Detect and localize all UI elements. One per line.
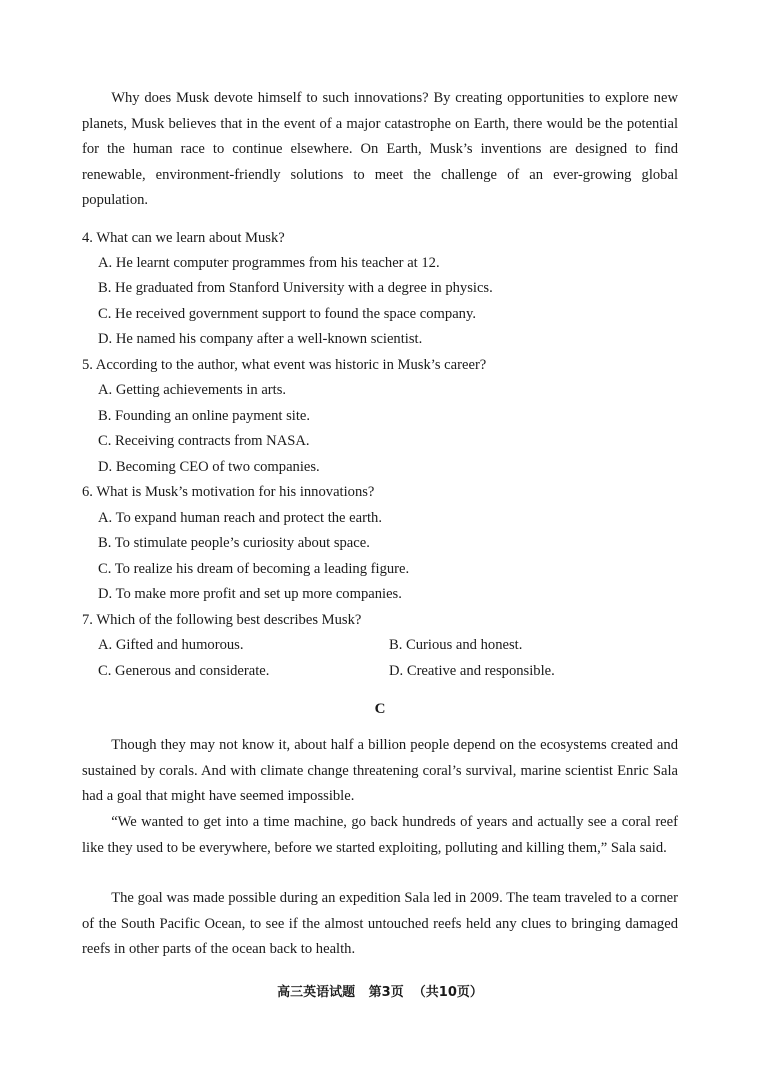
question-6-option-a: A. To expand human reach and protect the earth. [98, 510, 382, 526]
question-7-stem: 7. Which of the following best describes Musk? [82, 612, 362, 628]
question-7-option-d: D. Creative and responsible. [389, 663, 555, 679]
passage-b-paragraph: Why does Musk devote himself to such innovations? By creating opportunities to explore new planets, Musk believes that in the event of a major catastrophe on Earth, there would be the potential for the human race to continue elsewhere. On Earth, Musk’s inventions are designed to find renewable, environment-friendly solutions to meet the challenge of an ever-growing global population. [82, 90, 678, 208]
question-5-option-d: D. Becoming CEO of two companies. [98, 459, 320, 475]
page-footer: 高三英语试题 第3页 （共10页） [277, 985, 483, 1000]
question-5-option-c: C. Receiving contracts from NASA. [98, 433, 310, 449]
question-5-option-b: B. Founding an online payment site. [98, 408, 310, 424]
question-4-stem: 4. What can we learn about Musk? [82, 230, 285, 246]
question-7-option-b: B. Curious and honest. [389, 637, 523, 653]
question-5-option-a: A. Getting achievements in arts. [98, 382, 287, 398]
question-6-option-b: B. To stimulate people’s curiosity about space. [98, 535, 370, 551]
question-4-option-d: D. He named his company after a well-known scientist. [98, 331, 423, 347]
question-7-option-a: A. Gifted and humorous. [98, 637, 244, 653]
passage-c-paragraph-1: Though they may not know it, about half a billion people depend on the ecosystems created and sustained by corals. And with climate change threatening coral’s survival, marine scientist Enric Sala had a goal that might have seemed impossible. [82, 737, 678, 804]
question-4-option-b: B. He graduated from Stanford University with a degree in physics. [98, 280, 493, 296]
question-6-option-c: C. To realize his dream of becoming a leading figure. [98, 561, 410, 577]
question-6-option-d: D. To make more profit and set up more companies. [98, 586, 402, 602]
question-6-stem: 6. What is Musk’s motivation for his innovations? [82, 484, 375, 500]
passage-c-paragraph-2: “We wanted to get into a time machine, go back hundreds of years and actually see a coral reef like they used to be everywhere, before we started exploiting, polluting and killing them,” Sala said. [82, 814, 678, 856]
question-5-stem: 5. According to the author, what event was historic in Musk’s career? [82, 357, 487, 373]
question-4-option-a: A. He learnt computer programmes from his teacher at 12. [98, 255, 440, 271]
question-7-option-c: C. Generous and considerate. [98, 663, 270, 679]
passage-c-paragraph-3: The goal was made possible during an expedition Sala led in 2009. The team traveled to a corner of the South Pacific Ocean, to see if the almost untouched reefs held any clues to bringing damaged reefs in other parts of the ocean back to health. [82, 890, 678, 957]
section-heading-c: C [374, 701, 386, 717]
question-4-option-c: C. He received government support to found the space company. [98, 306, 476, 322]
